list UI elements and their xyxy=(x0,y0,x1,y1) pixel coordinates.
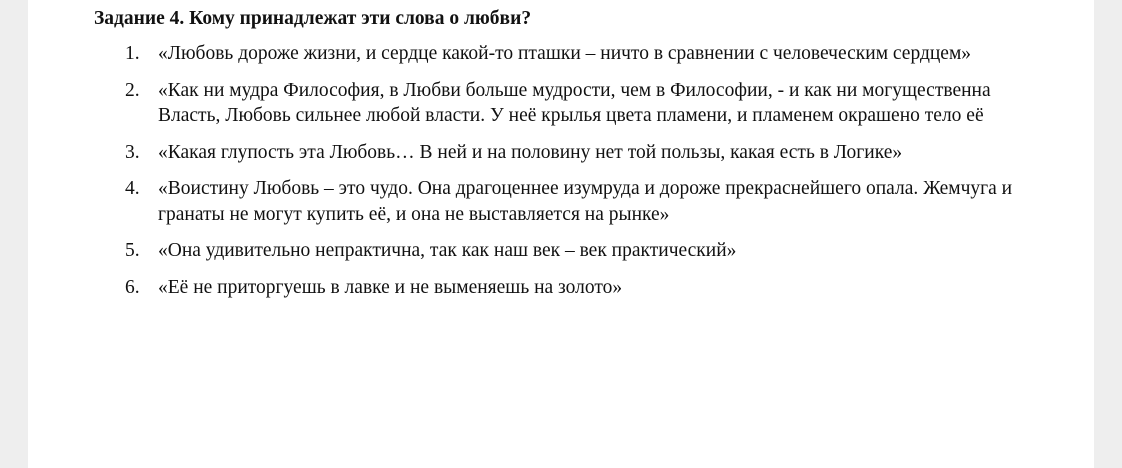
quote-text: «Как ни мудра Философия, в Любви больше мудрости, чем в Философии, - и как ни могущественна Власть, Любовь сильнее любой власти. У неё крылья цвета пламени, и пламенем окрашено тело её xyxy=(158,79,991,126)
quote-text: «Любовь дороже жизни, и сердце какой-то пташки – ничто в сравнении с человеческим сердцем» xyxy=(158,43,972,64)
item-number: 2. xyxy=(125,79,140,101)
quote-text: «Её не приторгуешь в лавке и не выменяешь на золото» xyxy=(158,276,623,298)
task-title: Задание 4. Кому принадлежат эти слова о любви? xyxy=(94,8,532,29)
list-item xyxy=(28,41,1094,67)
list-item xyxy=(28,176,1094,227)
list-item xyxy=(28,78,1094,129)
quote-text: «Какая глупость эта Любовь… В ней и на половину нет той пользы, какая есть в Логике» xyxy=(158,141,903,163)
item-number: 3. xyxy=(125,141,140,163)
quote-list xyxy=(28,41,1094,311)
list-item xyxy=(28,140,1094,166)
item-number: 4. xyxy=(125,178,140,199)
list-item xyxy=(28,275,1094,301)
item-number: 6. xyxy=(125,276,140,298)
document-page xyxy=(28,0,1094,468)
quote-text: «Она удивительно непрактична, так как наш век – век практический» xyxy=(158,240,737,261)
quote-text: «Воистину Любовь – это чудо. Она драгоценнее изумруда и дороже прекраснейшего опала. Жемчуга и гранаты не могут купить её, и она не выставляется на рынке» xyxy=(158,178,1013,225)
list-item xyxy=(28,238,1094,264)
item-number: 1. xyxy=(125,43,140,64)
item-number: 5. xyxy=(125,240,140,261)
